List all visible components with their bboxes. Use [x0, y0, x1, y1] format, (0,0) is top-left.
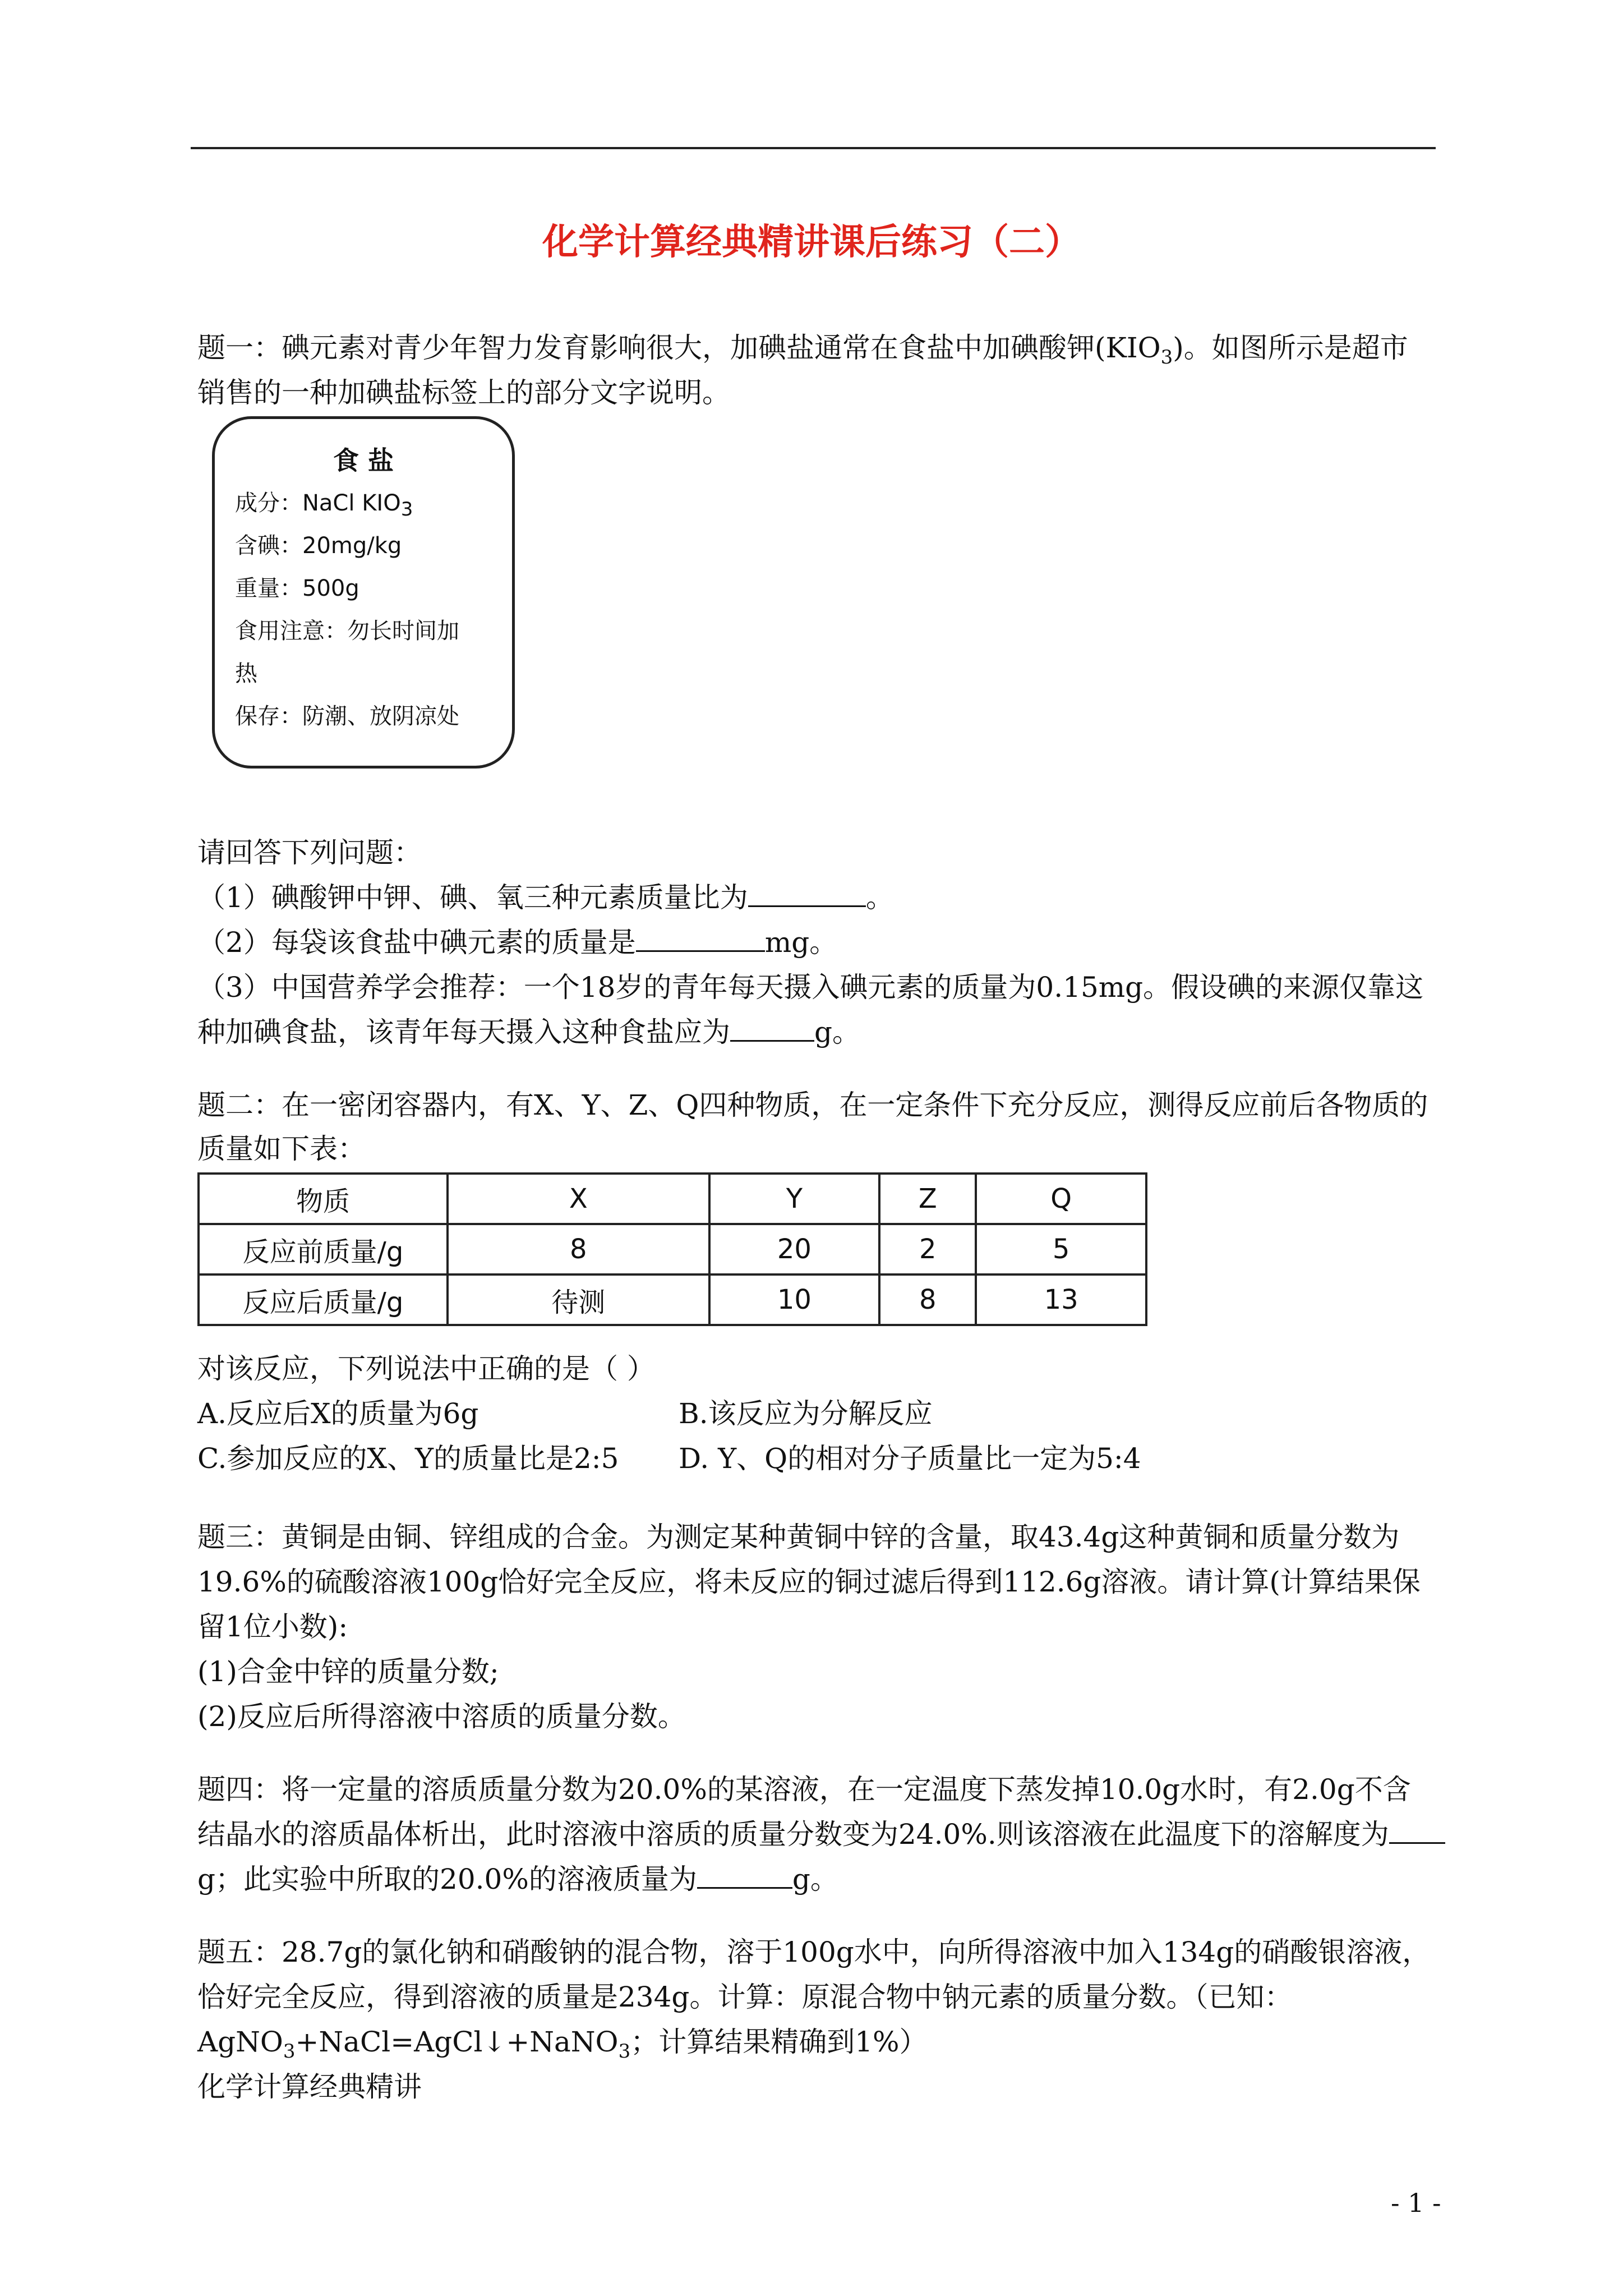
answer-blank[interactable] — [748, 878, 866, 907]
table-cell: Z — [879, 1174, 976, 1224]
q1-intro-line1: 题一：碘元素对青少年智力发育影响很大，加碘盐通常在食盐中加碘酸钾$(KIO_3)$。如图所示是超市 — [197, 332, 1408, 369]
q2-option-c: C.参加反应的X、Y的质量比是2:5 — [197, 1442, 619, 1475]
salt-label-ingredients: 成分：NaCl $KIO_3$ — [235, 490, 413, 521]
table-cell: 20 — [709, 1224, 880, 1274]
mass-table — [197, 1172, 1147, 1326]
q3-line1: 题三：黄铜是由铜、锌组成的合金。为测定某种黄铜中锌的含量，取43.4g这种黄铜和质量分数为 — [197, 1521, 1400, 1553]
q2-option-d: D. Y、Q的相对分子质量比一定为5:4 — [679, 1442, 1141, 1475]
table-cell: 8 — [879, 1274, 976, 1325]
q2-question: 对该反应，下列说法中正确的是（ ） — [197, 1352, 655, 1385]
q1-sub2: （2）每袋该食盐中碘元素的质量是 mg。 — [197, 920, 837, 965]
q1-prompt: 请回答下列问题： — [197, 836, 422, 869]
q2-intro-line1: 题二：在一密闭容器内，有X、Y、Z、Q四种物质，在一定条件下充分反应，测得反应前后各物质的 — [197, 1089, 1428, 1121]
q3-line3: 留1位小数): — [197, 1611, 348, 1643]
salt-label-weight: 重量：500g — [235, 576, 359, 601]
q5-line2: 恰好完全反应，得到溶液的质量是234g。计算：原混合物中钠元素的质量分数。（已知： — [197, 1981, 1293, 2013]
q3-part2: (2)反应后所得溶液中溶质的质量分数。 — [197, 1700, 686, 1733]
table-cell: 待测 — [448, 1274, 709, 1325]
q3-part1: (1)合金中锌的质量分数; — [197, 1655, 499, 1688]
salt-label-iodine: 含碘：20mg/kg — [235, 533, 402, 559]
answer-blank[interactable] — [1389, 1815, 1445, 1844]
table-cell: 反应前质量/g — [199, 1224, 448, 1274]
table-row — [199, 1174, 1146, 1224]
table-cell: 13 — [976, 1274, 1146, 1325]
q1-sub1: （1）碘酸钾中钾、碘、氧三种元素质量比为 。 — [197, 875, 894, 920]
answer-blank[interactable] — [697, 1860, 792, 1889]
q3-line2: 19.6%的硫酸溶液100g恰好完全反应，将未反应的铜过滤后得到112.6g溶液。请计算(计算结果保 — [197, 1566, 1421, 1598]
table-cell: 2 — [879, 1224, 976, 1274]
table-cell: 10 — [709, 1274, 880, 1325]
salt-label-title: 食 盐 — [333, 445, 394, 476]
answer-blank[interactable] — [730, 1013, 814, 1042]
q1-sub3-line1: （3）中国营养学会推荐：一个18岁的青年每天摄入碘元素的质量为0.15mg。假设碘的来源仅靠这 — [197, 971, 1424, 1004]
table-cell: 物质 — [199, 1174, 448, 1224]
page-title: 化学计算经典精讲课后练习（二） — [542, 222, 1081, 263]
q5-line3: AgNO$_3$+NaCl=AgCl↓+NaNO$_3$；计算结果精确到1%） — [197, 2026, 928, 2063]
q1-sub3-line2: 种加碘食盐，该青年每天摄入这种食盐应为 g。 — [197, 1010, 860, 1055]
q1-intro-line2: 销售的一种加碘盐标签上的部分文字说明。 — [197, 376, 730, 409]
table-cell: X — [448, 1174, 709, 1224]
table-cell: Y — [709, 1174, 880, 1224]
table-cell: Q — [976, 1174, 1146, 1224]
page-number: - 1 - — [1391, 2188, 1441, 2218]
table-row — [199, 1224, 1146, 1274]
table-cell: 反应后质量/g — [199, 1274, 448, 1325]
q2-option-a: A.反应后X的质量为6g — [197, 1397, 479, 1430]
q2-intro-line2: 质量如下表： — [197, 1133, 366, 1165]
salt-label-storage: 保存：防潮、放阴凉处 — [235, 703, 459, 729]
q5-line1: 题五：28.7g的氯化钠和硝酸钠的混合物，溶于100g水中，向所得溶液中加入134g的硝酸银溶液， — [197, 1936, 1431, 1968]
salt-label-note-cont: 热 — [235, 661, 257, 687]
footer-text: 化学计算经典精讲 — [197, 2070, 422, 2103]
q4-line2: 结晶水的溶质晶体析出，此时溶液中溶质的质量分数变为24.0%.则该溶液在此温度下的溶解度为 — [197, 1812, 1445, 1857]
header-rule — [191, 147, 1436, 149]
q2-option-b: B.该反应为分解反应 — [679, 1397, 933, 1430]
q4-line3: g；此实验中所取的20.0%的溶液质量为 g。 — [197, 1857, 838, 1902]
salt-label-box — [212, 416, 515, 769]
table-cell: 8 — [448, 1224, 709, 1274]
table-cell: 5 — [976, 1224, 1146, 1274]
salt-label-note: 食用注意：勿长时间加 — [235, 618, 459, 644]
table-row — [199, 1274, 1146, 1325]
q4-line1: 题四：将一定量的溶质质量分数为20.0%的某溶液，在一定温度下蒸发掉10.0g水时，有2.0g不含 — [197, 1773, 1411, 1806]
answer-blank[interactable] — [636, 923, 765, 952]
